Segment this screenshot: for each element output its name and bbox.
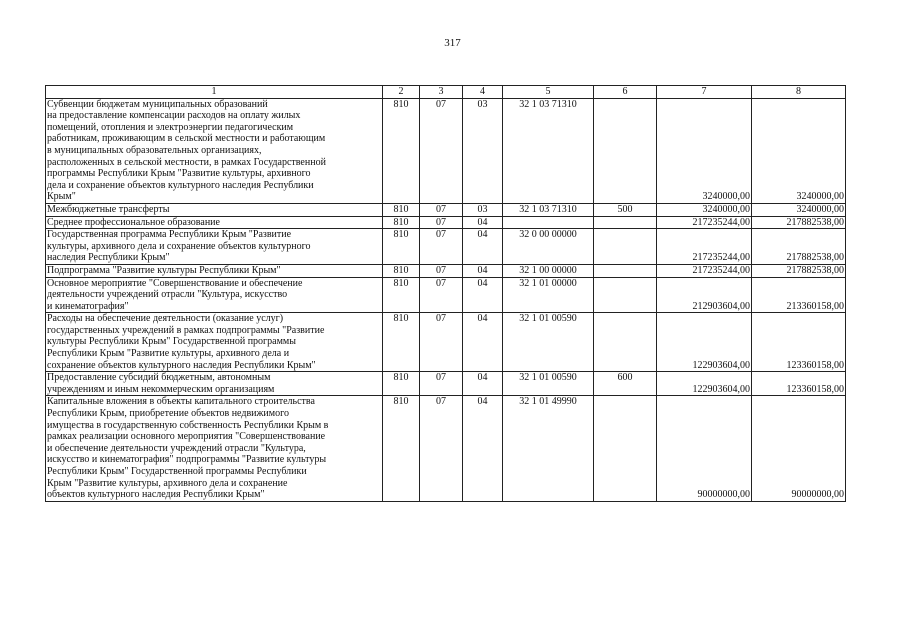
row-target-article-code bbox=[503, 216, 594, 229]
row-target-article-code: 32 1 03 71310 bbox=[503, 98, 594, 203]
row-amount-col7: 217235244,00 bbox=[657, 229, 752, 265]
row-subsection-code: 04 bbox=[463, 313, 503, 372]
row-description: Предоставление субсидий бюджетным, автономным учреждениям и иным некоммерческим организациям bbox=[46, 372, 383, 396]
row-expense-type-code bbox=[594, 229, 657, 265]
row-target-article-code: 32 1 01 49990 bbox=[503, 396, 594, 501]
row-ministry-code: 810 bbox=[383, 264, 420, 277]
row-target-article-code: 32 0 00 00000 bbox=[503, 229, 594, 265]
row-expense-type-code: 500 bbox=[594, 203, 657, 216]
row-target-article-code: 32 1 03 71310 bbox=[503, 203, 594, 216]
table-row bbox=[46, 216, 846, 229]
column-number-5: 5 bbox=[503, 86, 594, 99]
column-number-row bbox=[46, 86, 846, 99]
row-amount-col8: 123360158,00 bbox=[752, 313, 846, 372]
row-section-code: 07 bbox=[420, 216, 463, 229]
table-row bbox=[46, 264, 846, 277]
row-expense-type-code bbox=[594, 396, 657, 501]
row-target-article-code: 32 1 01 00590 bbox=[503, 313, 594, 372]
row-description: Среднее профессиональное образование bbox=[46, 216, 383, 229]
row-subsection-code: 04 bbox=[463, 396, 503, 501]
row-amount-col8: 217882538,00 bbox=[752, 216, 846, 229]
row-target-article-code: 32 1 01 00000 bbox=[503, 277, 594, 313]
row-section-code: 07 bbox=[420, 277, 463, 313]
column-number-4: 4 bbox=[463, 86, 503, 99]
row-expense-type-code bbox=[594, 98, 657, 203]
row-amount-col8: 213360158,00 bbox=[752, 277, 846, 313]
table-row bbox=[46, 98, 846, 203]
row-description: Расходы на обеспечение деятельности (оказание услуг) государственных учреждений в рамках подпрограммы "Развитие культуры Республики Крым" Государственной программы Республики Крым "Развитие культуры, архивного дела и сохранение объектов культурного наследия Республики Крым" bbox=[46, 313, 383, 372]
row-description: Основное мероприятие "Совершенствование и обеспечение деятельности учреждений отрасли "Культура, искусство и кинематография" bbox=[46, 277, 383, 313]
row-subsection-code: 04 bbox=[463, 216, 503, 229]
row-section-code: 07 bbox=[420, 203, 463, 216]
column-number-2: 2 bbox=[383, 86, 420, 99]
row-amount-col7: 212903604,00 bbox=[657, 277, 752, 313]
row-subsection-code: 04 bbox=[463, 264, 503, 277]
row-section-code: 07 bbox=[420, 98, 463, 203]
row-amount-col7: 122903604,00 bbox=[657, 372, 752, 396]
row-amount-col8: 90000000,00 bbox=[752, 396, 846, 501]
column-number-1: 1 bbox=[46, 86, 383, 99]
budget-table-body bbox=[46, 86, 846, 502]
row-subsection-code: 04 bbox=[463, 277, 503, 313]
row-section-code: 07 bbox=[420, 229, 463, 265]
row-amount-col7: 217235244,00 bbox=[657, 264, 752, 277]
table-row bbox=[46, 229, 846, 265]
row-amount-col8: 217882538,00 bbox=[752, 229, 846, 265]
row-ministry-code: 810 bbox=[383, 203, 420, 216]
column-number-7: 7 bbox=[657, 86, 752, 99]
row-target-article-code: 32 1 00 00000 bbox=[503, 264, 594, 277]
row-section-code: 07 bbox=[420, 372, 463, 396]
column-number-6: 6 bbox=[594, 86, 657, 99]
row-expense-type-code: 600 bbox=[594, 372, 657, 396]
row-section-code: 07 bbox=[420, 264, 463, 277]
row-amount-col8: 3240000,00 bbox=[752, 98, 846, 203]
row-subsection-code: 04 bbox=[463, 229, 503, 265]
row-description: Межбюджетные трансферты bbox=[46, 203, 383, 216]
page-number: 317 bbox=[444, 37, 461, 49]
row-expense-type-code bbox=[594, 313, 657, 372]
row-amount-col8: 3240000,00 bbox=[752, 203, 846, 216]
row-amount-col7: 217235244,00 bbox=[657, 216, 752, 229]
row-ministry-code: 810 bbox=[383, 277, 420, 313]
table-row bbox=[46, 203, 846, 216]
row-description: Подпрограмма "Развитие культуры Республики Крым" bbox=[46, 264, 383, 277]
row-amount-col7: 3240000,00 bbox=[657, 98, 752, 203]
row-description: Субвенции бюджетам муниципальных образований на предоставление компенсации расходов на оплату жилых помещений, отопления и электроэнергии педагогическим работникам, проживающим в сельской местности и работающим в муниципальных образовательных организациях, расположенных в сельской местности, в рамках Государственной программы Республики Крым "Развитие культуры, архивного дела и сохранение объектов культурного наследия Республики Крым" bbox=[46, 98, 383, 203]
row-description: Государственная программа Республики Крым "Развитие культуры, архивного дела и сохранение объектов культурного наследия Республики Крым" bbox=[46, 229, 383, 265]
column-number-8: 8 bbox=[752, 86, 846, 99]
row-ministry-code: 810 bbox=[383, 98, 420, 203]
row-section-code: 07 bbox=[420, 396, 463, 501]
row-amount-col7: 90000000,00 bbox=[657, 396, 752, 501]
row-description: Капитальные вложения в объекты капитального строительства Республики Крым, приобретение объектов недвижимого имущества в государственную собственность Республики Крым в рамках реализации основного мероприятия "Совершенствование и обеспечение деятельности учреждений отрасли "Культура, искусство и кинематография" подпрограммы "Развитие культуры Республики Крым" Государственной программы Республики Крым "Развитие культуры, архивного дела и сохранение объектов культурного наследия Республики Крым" bbox=[46, 396, 383, 501]
row-ministry-code: 810 bbox=[383, 396, 420, 501]
row-amount-col7: 122903604,00 bbox=[657, 313, 752, 372]
row-subsection-code: 03 bbox=[463, 203, 503, 216]
row-expense-type-code bbox=[594, 216, 657, 229]
row-amount-col8: 217882538,00 bbox=[752, 264, 846, 277]
row-expense-type-code bbox=[594, 264, 657, 277]
row-ministry-code: 810 bbox=[383, 216, 420, 229]
row-ministry-code: 810 bbox=[383, 372, 420, 396]
row-ministry-code: 810 bbox=[383, 229, 420, 265]
row-amount-col8: 123360158,00 bbox=[752, 372, 846, 396]
table-row bbox=[46, 372, 846, 396]
row-section-code: 07 bbox=[420, 313, 463, 372]
row-target-article-code: 32 1 01 00590 bbox=[503, 372, 594, 396]
table-row bbox=[46, 396, 846, 501]
row-expense-type-code bbox=[594, 277, 657, 313]
row-amount-col7: 3240000,00 bbox=[657, 203, 752, 216]
table-row bbox=[46, 313, 846, 372]
row-ministry-code: 810 bbox=[383, 313, 420, 372]
budget-table bbox=[45, 85, 846, 502]
table-row bbox=[46, 277, 846, 313]
column-number-3: 3 bbox=[420, 86, 463, 99]
row-subsection-code: 04 bbox=[463, 372, 503, 396]
row-subsection-code: 03 bbox=[463, 98, 503, 203]
